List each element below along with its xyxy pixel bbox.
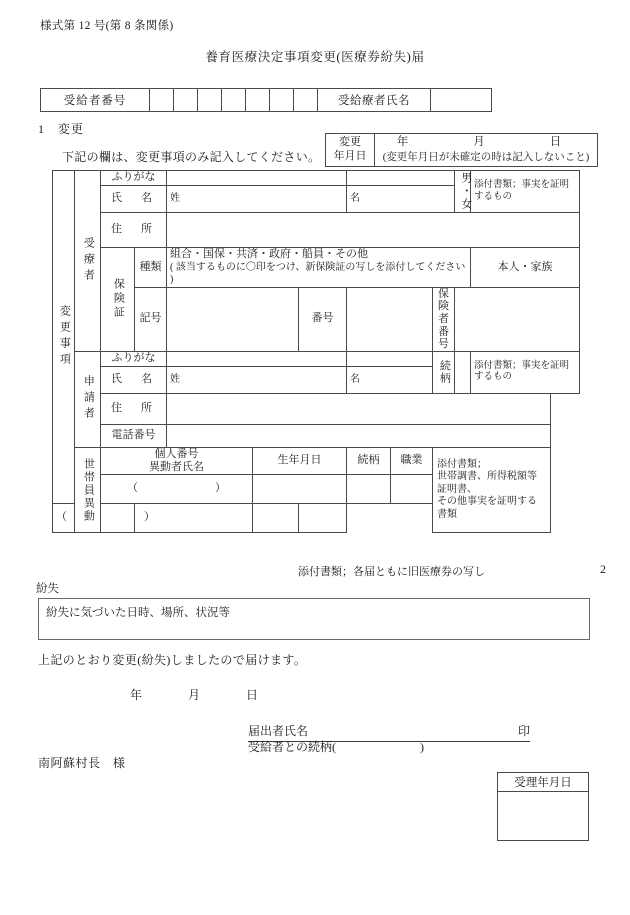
table-row (498, 792, 589, 841)
receipt-number-cell-2[interactable] (174, 89, 198, 112)
applicant-vertical-label (75, 351, 101, 447)
change-date-label (326, 134, 375, 167)
submission-date-month: 月 (188, 688, 202, 702)
change-items-label-text: 変更事項 (58, 305, 71, 370)
insurance-symbol-label: 記号 (135, 287, 167, 351)
household-attachment-note (433, 447, 551, 532)
form-number: 様式第 12 号(第 8 条関係) (40, 20, 174, 32)
loss-section-heading: 紛失 (36, 583, 59, 595)
household-row-1-relation[interactable] (347, 475, 391, 504)
receipt-number-table (40, 88, 492, 112)
receipt-date-value[interactable] (498, 792, 589, 841)
recipient-vertical-label (75, 171, 101, 352)
insurance-self-family-label[interactable]: 本人・家族 (471, 248, 580, 288)
change-date-note: (変更年月日が未確定の時は記入しないこと) (382, 151, 590, 163)
recipient-name-label: 氏 名 (101, 186, 167, 213)
household-col-name-line2: 異動者氏名 (149, 461, 204, 474)
table-row (53, 171, 580, 186)
applicant-name-label: 氏 名 (101, 366, 167, 393)
receipt-number-label: 受給者番号 (41, 89, 150, 112)
insurance-card-label-text: 保険証 (112, 278, 125, 321)
recipient-gender-label: 男・女 (459, 172, 472, 211)
change-date-label-line1: 変更 (339, 136, 361, 149)
household-attachment-line1: 添付書類； (437, 458, 488, 470)
table-row (498, 773, 589, 792)
recipient-attachment-label: 添付書類；事実を証明するもの (471, 171, 580, 213)
page-number: 2 (600, 562, 606, 576)
recipient-furigana-givenname-field[interactable] (347, 171, 455, 186)
recipient-givenname-hint: 名 (350, 193, 361, 205)
signer-name-field[interactable] (248, 722, 530, 742)
applicant-label-text: 申請者 (82, 375, 95, 424)
insurer-number-field[interactable] (455, 287, 580, 351)
receipt-number-cell-7[interactable] (294, 89, 318, 112)
change-date-label-line2: 年月日 (333, 150, 367, 162)
insurance-type-label: 種類 (135, 248, 167, 288)
addressee: 南阿蘇村長 様 (38, 756, 126, 770)
insurer-number-label-line1: 保険者 (438, 287, 450, 326)
recipient-furigana-surname-field[interactable] (167, 171, 347, 186)
closing-statement: 上記のとおり変更(紛失)しましたので届けます。 (38, 653, 307, 667)
applicant-phone-label: 電話番号 (101, 424, 167, 447)
applicant-givenname-hint: 名 (350, 374, 361, 386)
household-attachment-line2: 世帯調書、所得税額等証明書、 (437, 471, 538, 495)
table-row (53, 424, 580, 447)
household-col-occupation-header: 職業 (391, 447, 433, 474)
submission-date[interactable] (130, 688, 300, 702)
insurer-number-label-line2: 番 号 (438, 325, 461, 351)
insurance-type-note: ( 該当するものに〇印をつけ、新保険証の写しを添付してください ) (170, 261, 466, 286)
recipient-surname-hint: 姓 (170, 193, 180, 205)
recipient-name-value[interactable] (431, 89, 492, 112)
recipient-gender-cell[interactable] (455, 171, 471, 213)
insurance-number-label: 番号 (299, 287, 347, 351)
insurance-number-field[interactable] (347, 287, 433, 351)
applicant-furigana-label: ふりがな (101, 351, 167, 366)
applicant-surname-hint: 姓 (170, 374, 180, 386)
submission-date-year: 年 (130, 688, 144, 702)
signer-name-label: 届出者氏名 (248, 724, 309, 738)
receipt-number-cell-6[interactable] (270, 89, 294, 112)
seal-label: 印 (517, 724, 530, 738)
table-row (41, 89, 492, 112)
applicant-address-label: 住 所 (101, 393, 167, 424)
recipient-furigana-label: ふりがな (101, 171, 167, 186)
receipt-date-label: 受理年月日 (498, 773, 589, 792)
table-row (53, 447, 580, 474)
household-row-1-occupation[interactable] (391, 475, 433, 504)
household-attachment-line3: その他事実を証明する書類 (437, 496, 538, 520)
change-items-table (52, 170, 580, 533)
document-title: 養育医療決定事項変更(医療券紛失)届 (205, 50, 425, 64)
household-col-relation-header: 続柄 (347, 447, 391, 474)
loss-detail-label: 紛失に気づいた日時、場所、状況等 (46, 607, 230, 619)
applicant-phone-field[interactable] (167, 424, 551, 447)
change-date-ymd: 年 月 日 (396, 136, 576, 149)
household-col-birthdate-header: 生年月日 (253, 447, 347, 474)
loss-detail-field[interactable] (38, 598, 590, 640)
recipient-surname-field[interactable] (167, 186, 347, 213)
recipient-address-field[interactable] (167, 213, 580, 248)
receipt-number-cell-1[interactable] (150, 89, 174, 112)
change-date-table (325, 133, 598, 167)
recipient-address-label: 住 所 (101, 213, 167, 248)
applicant-surname-field[interactable] (167, 366, 347, 393)
household-label-text: 世帯員異動 (82, 457, 95, 523)
household-row-1-name[interactable]: （ ） (101, 475, 253, 504)
recipient-label-text: 受療者 (82, 236, 95, 285)
table-row (53, 248, 580, 288)
applicant-furigana-givenname-field[interactable] (347, 351, 433, 366)
applicant-relation-cell (433, 351, 455, 393)
table-row (53, 213, 580, 248)
change-items-vertical-label (53, 171, 75, 504)
applicant-address-field[interactable] (167, 393, 551, 424)
receipt-number-cell-5[interactable] (246, 89, 270, 112)
change-date-value[interactable] (375, 134, 598, 167)
household-row-1-birthdate[interactable] (253, 475, 347, 504)
household-row-2-relation[interactable] (253, 504, 299, 533)
footer-attachment-note: 添付書類；各届ともに旧医療券の写し (298, 566, 485, 578)
insurance-card-vertical-label (101, 248, 135, 352)
household-row-2-name[interactable]: （ ） (53, 504, 135, 533)
applicant-relation-field[interactable] (455, 351, 471, 393)
section-1-heading: 1 変更 (38, 122, 85, 136)
applicant-attachment-label: 添付書類；事実を証明するもの (471, 351, 580, 393)
applicant-furigana-surname-field[interactable] (167, 351, 347, 366)
recipient-name-label: 受給療者氏名 (318, 89, 431, 112)
insurance-symbol-field[interactable] (167, 287, 299, 351)
household-col-name-header (101, 447, 253, 474)
receipt-date-table (497, 772, 589, 841)
receipt-number-cell-4[interactable] (222, 89, 246, 112)
household-col-name-line1: 個人番号 (154, 447, 199, 460)
signer-relation-field[interactable]: 受給者との続柄( ) (248, 740, 424, 754)
receipt-number-cell-3[interactable] (198, 89, 222, 112)
section-1-instruction: 下記の欄は、変更事項のみ記入してください。 (62, 150, 321, 164)
applicant-relation-label: 続柄 (438, 360, 451, 385)
table-row (53, 351, 580, 366)
table-row (53, 393, 580, 424)
insurance-type-options: 組合・国保・共済・政府・船員・その他 (170, 248, 368, 260)
insurance-type-field[interactable] (167, 248, 471, 288)
insurer-number-label (433, 287, 461, 351)
household-row-2-occupation[interactable] (299, 504, 347, 533)
submission-date-day: 日 (246, 688, 260, 702)
applicant-givenname-field[interactable] (347, 366, 433, 393)
recipient-givenname-field[interactable] (347, 186, 455, 213)
table-row (326, 134, 598, 167)
